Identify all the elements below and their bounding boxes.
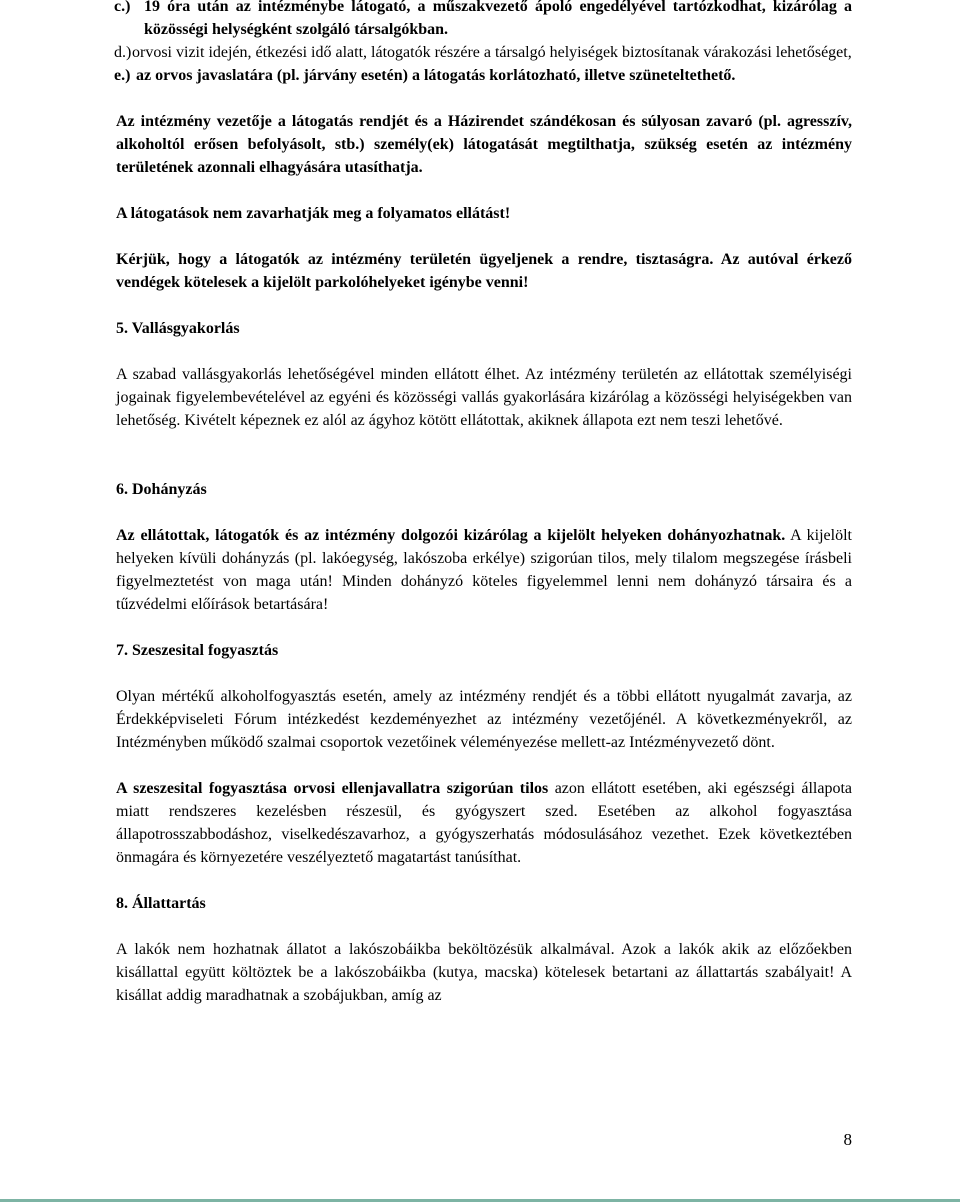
- spacer: [116, 225, 852, 248]
- section-6-text: [116, 524, 852, 616]
- spacer: [116, 662, 852, 685]
- section-7-bold-text: A szeszesital fogyasztása orvosi ellenjavallatra szigorúan tilos: [116, 780, 549, 797]
- spacer: [116, 915, 852, 938]
- document-page: [116, 0, 852, 1007]
- section-8-text: A lakók nem hozhatnak állatot a lakószobáikba beköltözésük alkalmával. Azok a lakók akik az előzőekben kisállattal együtt költöztek be a lakószobáikba (kutya, macska) kötelesek betartani az állattartás szabályait! A kisállat addig maradhatnak a szobájukban, amíg az: [116, 941, 852, 1004]
- paragraph-no-disturb: A látogatások nem zavarhatják meg a folyamatos ellátást!: [116, 205, 511, 222]
- page-number: 8: [843, 1130, 852, 1149]
- section-5-heading: 5. Vallásgyakorlás: [116, 320, 240, 337]
- list-item-d: d.) orvosi vizit idején, étkezési idő alatt, látogatók részére a társalgó helyiségek biztosítanak várakozási lehetőséget,: [116, 41, 852, 64]
- section-7-text-1: Olyan mértékű alkoholfogyasztás esetén, amely az intézmény rendjét és a többi ellátott nyugalmát zavarja, az Érdekképviseleti Fórum intézkedést kezdeményezhet az intézmény vezetőjénél. A következményekről, az Intézményben működő szalmai csoportok vezetőinek véleményezése mellett-az Intézményvezető dönt.: [116, 688, 852, 751]
- section-7-plain-text: azon ellátott esetében, aki egészségi állapota miatt rendszeres kezelésben részesül, és gyógyszert szed. Esetében az alkohol fogyasztása állapotrosszabbodáshoz, viselkedészavarhoz, a gyógyszerhatás módosulásához vezethet. Ezek következtében önmagára és környezetére veszélyeztető magatartást tanúsíthat.: [116, 780, 853, 866]
- section-5-text: A szabad vallásgyakorlás lehetőségével minden ellátott élhet. Az intézmény területén az ellátottak személyiségi jogainak figyelembevételével az egyéni és közösségi vallás gyakorlására kizárólag a közösségi helyiségekben van lehetőség. Kivételt képeznek ez alól az ágyhoz kötött ellátottak, akiknek állapota ezt nem teszi lehetővé.: [116, 366, 852, 429]
- paragraph-order: Kérjük, hogy a látogatók az intézmény területén ügyeljenek a rendre, tisztaságra. Az autóval érkező vendégek kötelesek a kijelölt parkolóhelyeket igénybe venni!: [116, 251, 852, 291]
- spacer: [116, 869, 852, 892]
- spacer: [116, 340, 852, 363]
- section-6-heading: 6. Dohányzás: [116, 481, 207, 498]
- list-text-e: az orvos javaslatára (pl. járvány esetén) a látogatás korlátozható, illetve szüneteltethető.: [136, 67, 736, 84]
- section-6-bold-text: Az ellátottak, látogatók és az intézmény dolgozói kizárólag a kijelölt helyeken dohányozhatnak.: [116, 527, 786, 544]
- spacer: [116, 87, 852, 110]
- section-8-heading: 8. Állattartás: [116, 895, 206, 912]
- list-item-c: c.) 19 óra után az intézménybe látogató, a műszakvezető ápoló engedélyével tartózkodhat, kizárólag a közösségi helységként szolgáló társalgókban.: [116, 0, 852, 41]
- section-6-plain-text: A kijelölt helyeken kívüli dohányzás (pl. lakóegység, lakószoba erkélye) szigorúan tilos, mely tilalom megszegése írásbeli figyelmeztetést von maga után! Minden dohányzó köteles figyelemmel lenni nem dohányzó társaira és a tűzvédelmi előírások betartására!: [116, 527, 852, 613]
- paragraph-director: Az intézmény vezetője a látogatás rendjét és a Házirendet szándékosan és súlyosan zavaró (pl. agresszív, alkoholtól erősen befolyásolt, stb.) személy(ek) látogatását megtilthatja, szükség esetén az intézmény területének azonnali elhagyására utasíthatja.: [116, 113, 852, 176]
- list-text-c: 19 óra után az intézménybe látogató, a műszakvezető ápoló engedélyével tartózkodhat, kizárólag a közösségi helységként szolgáló társalgókban.: [144, 0, 852, 38]
- spacer: [116, 616, 852, 639]
- list-text-d: orvosi vizit idején, étkezési idő alatt, látogatók részére a társalgó helyiségek biztosítanak várakozási lehetőséget,: [132, 44, 852, 61]
- section-7-heading: 7. Szeszesital fogyasztás: [116, 642, 279, 659]
- spacer: [116, 432, 852, 478]
- spacer: [116, 501, 852, 524]
- spacer: [116, 754, 852, 777]
- list-item-e: e.) az orvos javaslatára (pl. járvány esetén) a látogatás korlátozható, illetve szüneteltethető.: [116, 64, 852, 87]
- spacer: [116, 179, 852, 202]
- section-7-text-2: [116, 777, 852, 869]
- spacer: [116, 294, 852, 317]
